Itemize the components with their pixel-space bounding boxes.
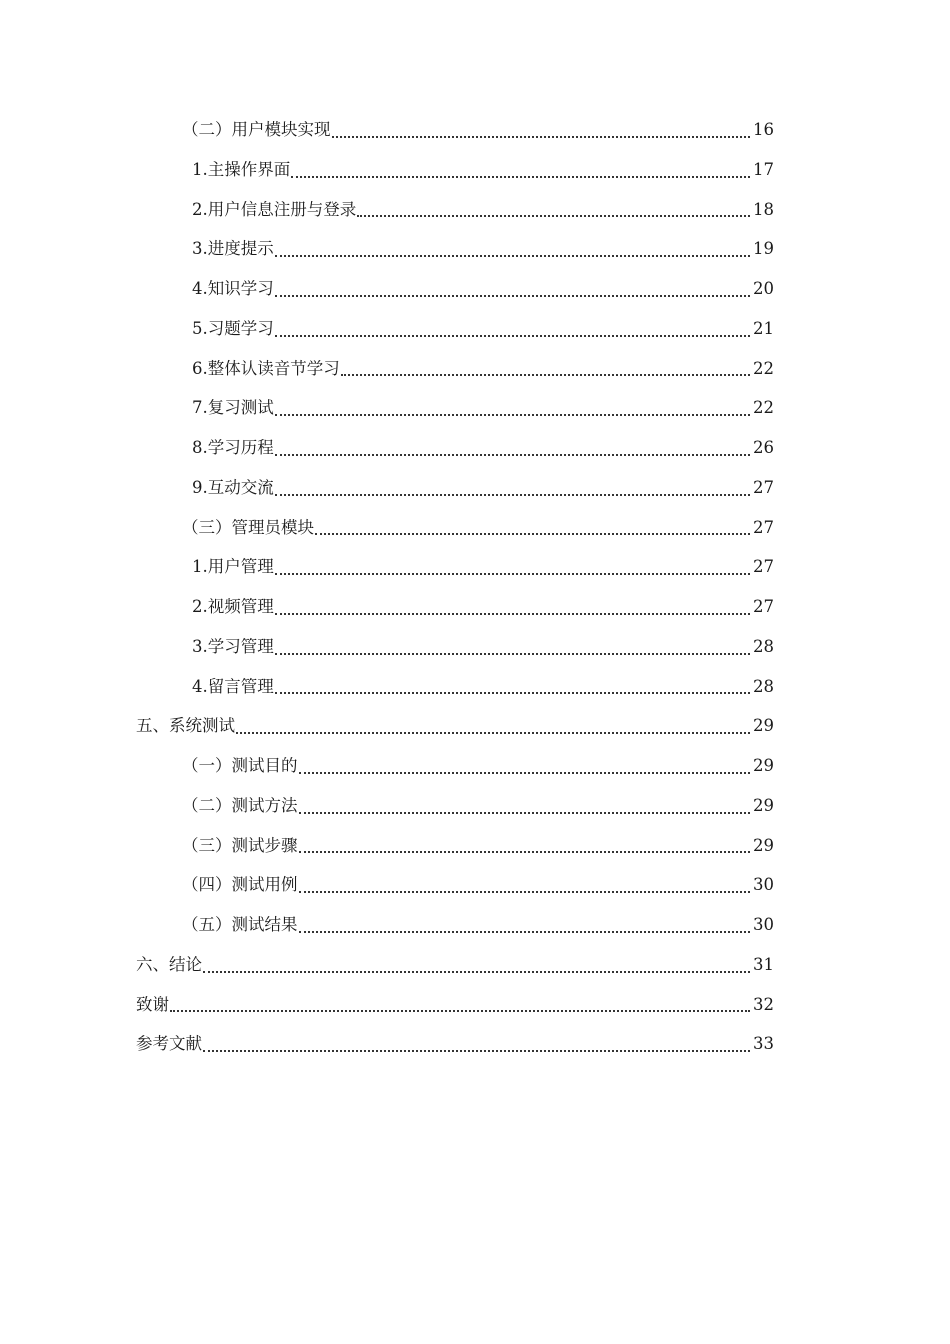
toc-dot-leader [275, 573, 750, 575]
toc-entry-title: 4.知识学习 [192, 279, 274, 298]
table-of-contents [136, 110, 774, 1064]
toc-entry-title: （三）管理员模块 [182, 517, 314, 537]
toc-dot-leader [275, 255, 750, 257]
toc-entry-title: 9.互动交流 [192, 477, 274, 497]
toc-dot-leader [275, 414, 750, 416]
toc-entry[interactable] [136, 229, 774, 269]
toc-page-number: 30 [753, 915, 774, 934]
toc-entry[interactable] [136, 110, 774, 150]
toc-entry[interactable] [136, 150, 774, 190]
toc-dot-leader [275, 613, 750, 615]
toc-dot-leader [299, 851, 751, 853]
toc-entry-title: 五、系统测试 [136, 716, 235, 736]
toc-page-number: 33 [753, 1034, 774, 1054]
toc-page-number: 21 [753, 318, 774, 338]
toc-dot-leader [275, 454, 750, 456]
toc-page-number: 29 [753, 756, 774, 775]
toc-page-number: 22 [753, 398, 774, 418]
toc-dot-leader [203, 1050, 750, 1052]
toc-entry-title: 六、结论 [136, 954, 202, 974]
toc-page-number: 22 [753, 358, 774, 378]
toc-entry[interactable] [136, 428, 774, 468]
toc-entry[interactable] [136, 985, 774, 1025]
toc-entry-title: 2.视频管理 [192, 597, 274, 616]
toc-page-number: 19 [753, 239, 774, 259]
toc-entry-title: 8.学习历程 [192, 438, 274, 457]
toc-page-number: 30 [753, 875, 774, 895]
toc-dot-leader [275, 692, 750, 694]
toc-entry[interactable] [136, 627, 774, 667]
toc-entry[interactable] [136, 309, 774, 349]
toc-entry[interactable] [136, 190, 774, 230]
toc-entry[interactable] [136, 786, 774, 826]
toc-entry[interactable] [136, 826, 774, 866]
toc-entry[interactable] [136, 945, 774, 985]
toc-entry[interactable] [136, 667, 774, 707]
toc-dot-leader [170, 1010, 750, 1012]
toc-dot-leader [275, 335, 750, 337]
toc-entry[interactable] [136, 587, 774, 627]
toc-dot-leader [291, 176, 750, 178]
toc-entry-title: 4.留言管理 [192, 676, 274, 696]
toc-entry[interactable] [136, 388, 774, 428]
toc-entry-title: （二）测试方法 [182, 795, 298, 815]
toc-dot-leader [275, 295, 750, 297]
toc-page-number: 20 [753, 279, 774, 298]
toc-entry-title: 6.整体认读音节学习 [192, 358, 340, 378]
toc-page-number: 29 [753, 716, 774, 736]
toc-entry-title: 5.习题学习 [192, 318, 274, 338]
toc-entry-title: （四）测试用例 [182, 875, 298, 895]
toc-page-number: 27 [753, 597, 774, 616]
toc-entry-title: 3.进度提示 [192, 239, 274, 259]
toc-page-number: 29 [753, 795, 774, 815]
toc-entry[interactable] [136, 1024, 774, 1064]
toc-page-number: 26 [753, 438, 774, 457]
toc-entry-title: 2.用户信息注册与登录 [192, 199, 357, 219]
toc-dot-leader [275, 653, 750, 655]
toc-dot-leader [315, 533, 750, 535]
toc-entry-title: 7.复习测试 [192, 398, 274, 418]
toc-page-number: 28 [753, 676, 774, 696]
toc-entry[interactable] [136, 349, 774, 389]
toc-page-number: 28 [753, 636, 774, 656]
toc-entry[interactable] [136, 905, 774, 945]
toc-dot-leader [236, 732, 750, 734]
toc-entry[interactable] [136, 865, 774, 905]
toc-entry[interactable] [136, 547, 774, 587]
toc-entry-title: 致谢 [136, 994, 169, 1014]
toc-entry-title: （一）测试目的 [182, 756, 298, 775]
toc-dot-leader [299, 891, 751, 893]
toc-dot-leader [341, 374, 750, 376]
toc-entry-title: 参考文献 [136, 1034, 202, 1054]
toc-page-number: 27 [753, 477, 774, 497]
toc-page-number: 17 [753, 159, 774, 179]
toc-page-number: 16 [753, 120, 774, 139]
toc-entry[interactable] [136, 269, 774, 309]
toc-page-number: 27 [753, 557, 774, 577]
toc-entry[interactable] [136, 746, 774, 786]
toc-entry-title: 1.主操作界面 [192, 159, 291, 179]
toc-dot-leader [275, 494, 750, 496]
toc-dot-leader [299, 931, 751, 933]
toc-dot-leader [332, 136, 751, 138]
toc-dot-leader [299, 812, 751, 814]
toc-page-number: 29 [753, 835, 774, 855]
toc-entry-title: 3.学习管理 [192, 636, 274, 656]
toc-page-number: 18 [753, 199, 774, 219]
toc-entry-title: （五）测试结果 [182, 915, 298, 934]
toc-page-number: 27 [753, 517, 774, 537]
toc-dot-leader [357, 215, 750, 217]
toc-entry[interactable] [136, 508, 774, 548]
toc-page-number: 32 [753, 994, 774, 1014]
toc-dot-leader [299, 772, 751, 774]
toc-entry[interactable] [136, 706, 774, 746]
toc-entry-title: （三）测试步骤 [182, 835, 298, 855]
toc-entry-title: 1.用户管理 [192, 557, 274, 577]
toc-dot-leader [203, 971, 750, 973]
toc-page-number: 31 [753, 954, 774, 974]
toc-entry[interactable] [136, 468, 774, 508]
toc-entry-title: （二）用户模块实现 [182, 120, 331, 139]
